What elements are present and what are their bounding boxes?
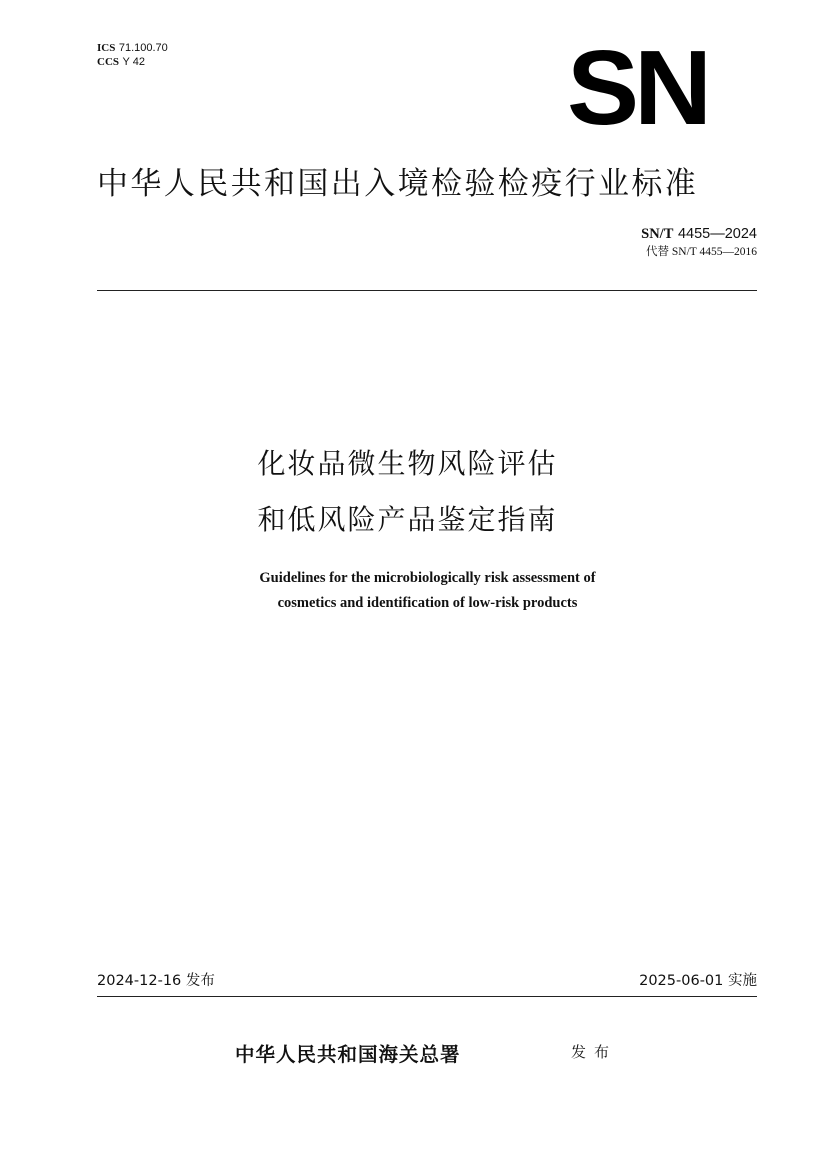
publisher-action: 发布 — [571, 1043, 618, 1061]
ics-value: 71.100.70 — [118, 42, 168, 54]
publisher-name: 中华人民共和国海关总署 — [235, 1043, 461, 1066]
classification-codes — [97, 41, 168, 69]
title-en-line1: Guidelines for the microbiologically risk assessment of — [259, 570, 596, 586]
issue-date: 2024-12-16 发布 — [97, 973, 215, 989]
ccs-label: CCS — [97, 56, 120, 68]
standard-number — [641, 226, 757, 243]
header-divider — [97, 290, 757, 291]
footer-divider — [97, 996, 757, 997]
replaces-standard: 代替 SN/T 4455—2016 — [646, 246, 757, 258]
sn-logo: SN — [566, 28, 707, 147]
title-cn-line1: 化妆品微生物风险评估 — [257, 447, 558, 480]
standard-category: 中华人民共和国出入境检验检疫行业标准 — [97, 166, 699, 202]
ccs-value: Y 42 — [122, 56, 145, 68]
title-en-line2: cosmetics and identification of low-risk products — [277, 595, 578, 611]
title-cn-line2: 和低风险产品鉴定指南 — [257, 503, 558, 536]
ccs-code — [97, 55, 168, 69]
ics-code — [97, 41, 168, 55]
standard-number-year: 4455—2024 — [677, 226, 757, 242]
implementation-date: 2025-06-01 实施 — [639, 973, 757, 989]
standard-prefix: SN/T — [641, 226, 674, 242]
ics-label: ICS — [97, 42, 116, 54]
